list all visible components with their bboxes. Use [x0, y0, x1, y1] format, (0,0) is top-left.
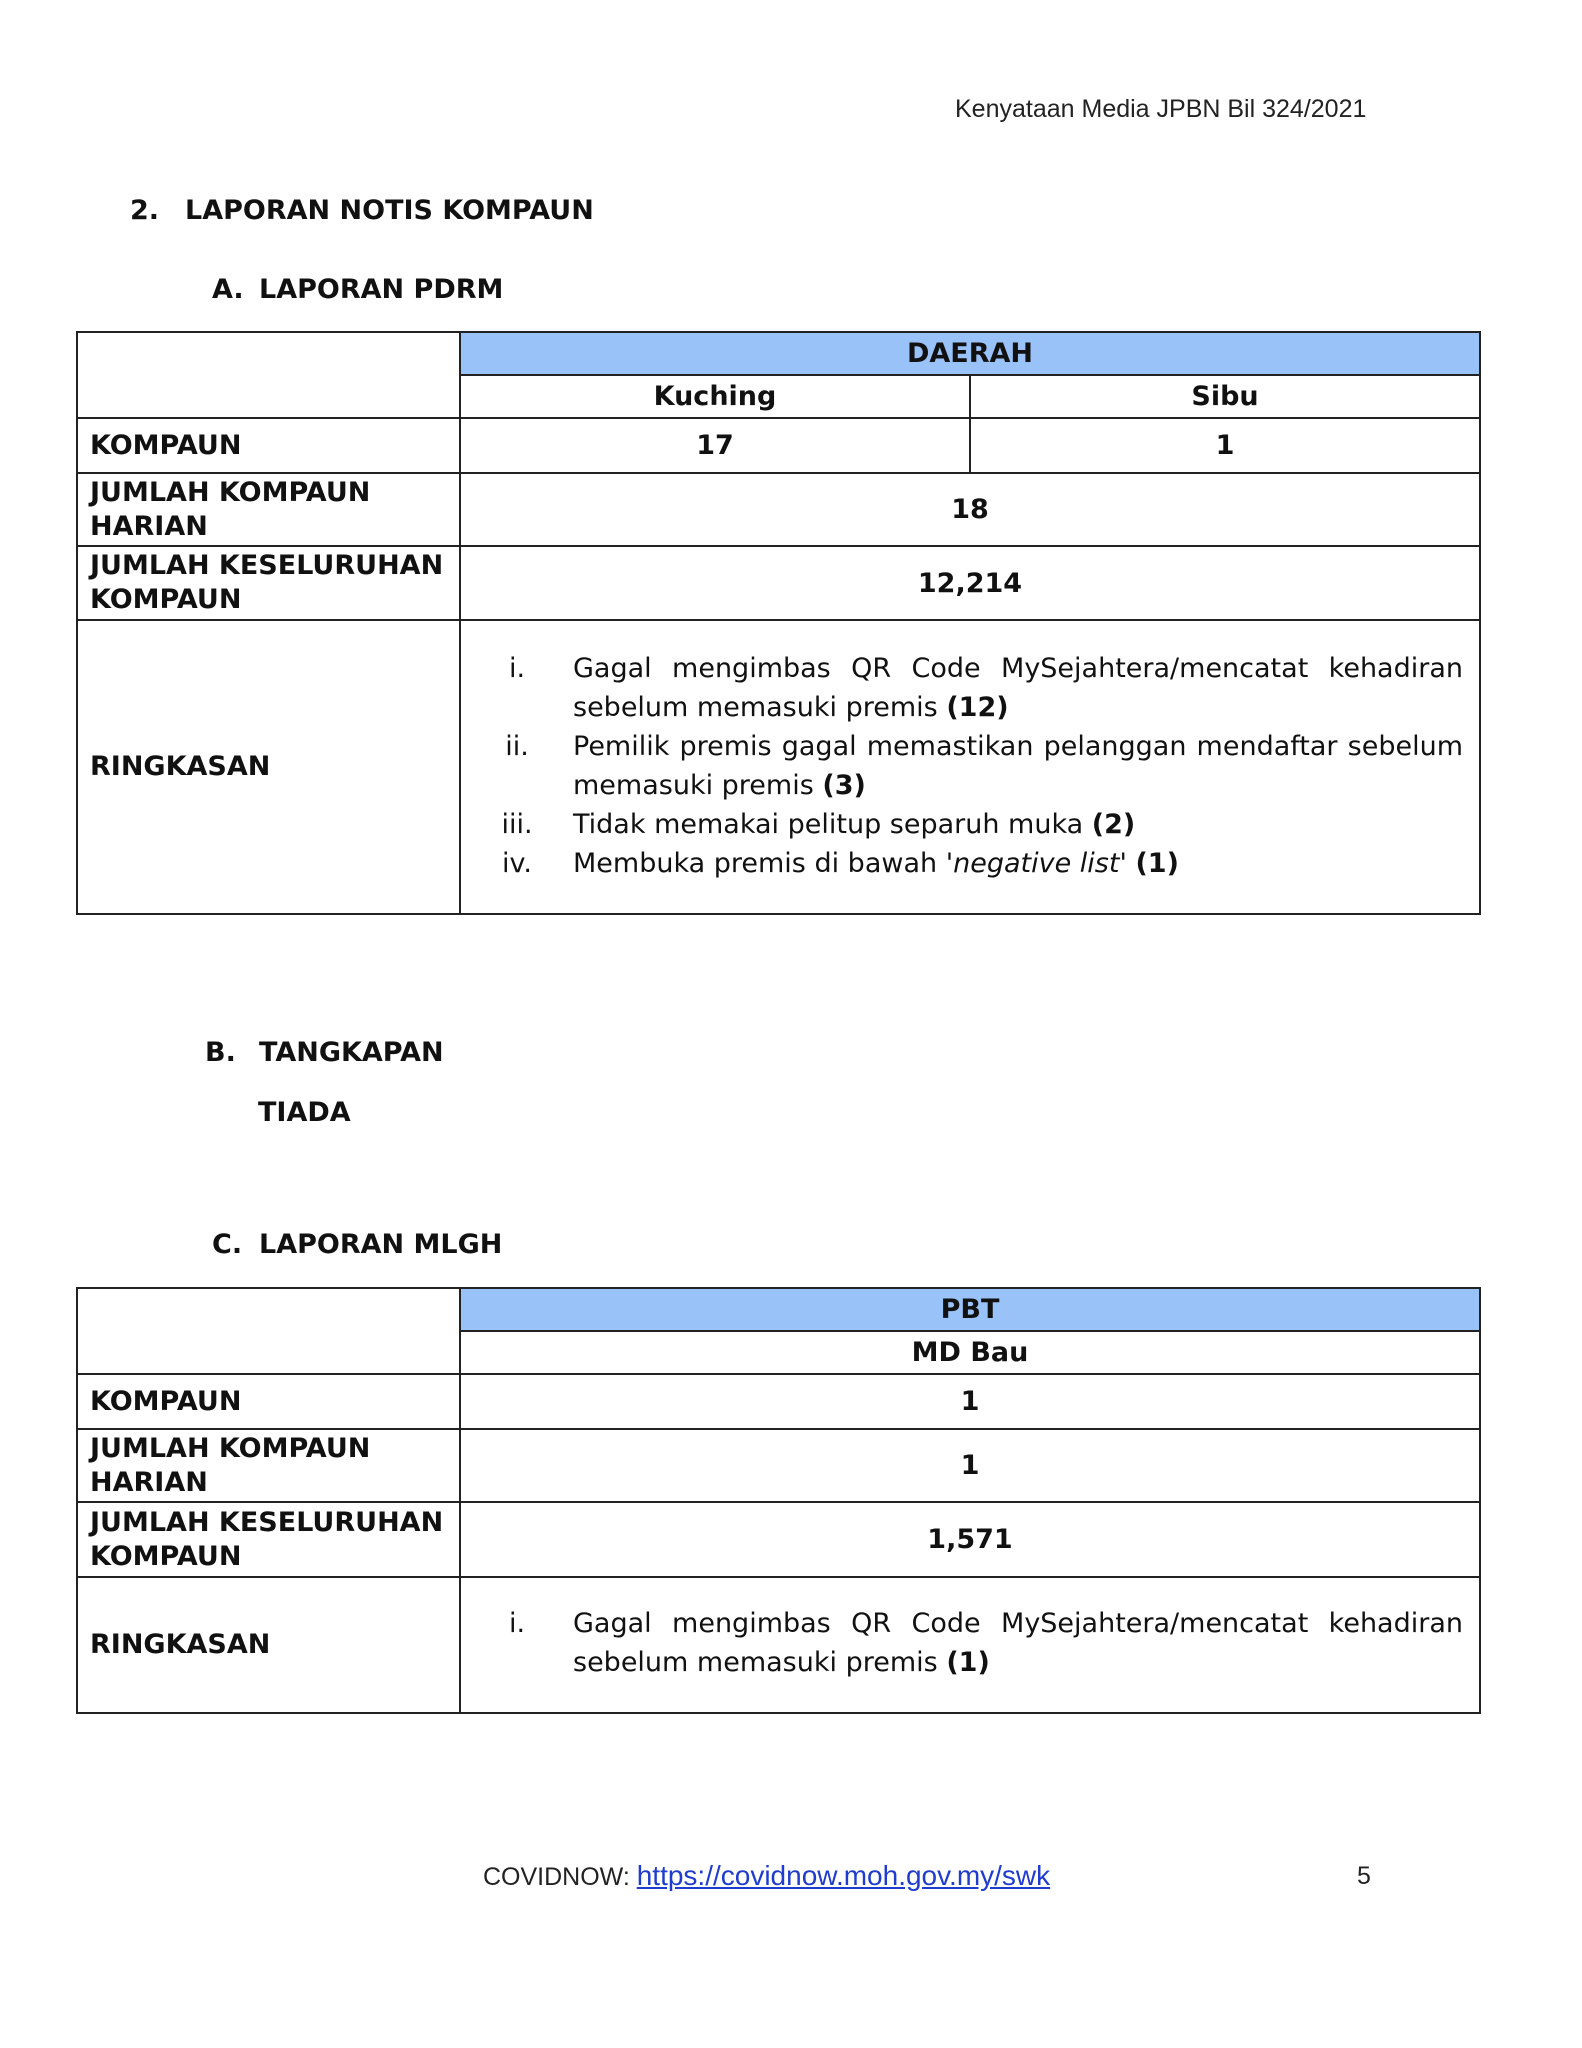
column-md-bau: MD Bau [460, 1331, 1480, 1374]
subsection-c-title: LAPORAN MLGH [259, 1229, 503, 1260]
daerah-header: DAERAH [460, 332, 1480, 375]
covidnow-link[interactable]: https://covidnow.moh.gov.my/swk [636, 1860, 1051, 1891]
jumlah-keseluruhan-value: 1,571 [460, 1502, 1480, 1577]
list-item: iii. Tidak memakai pelitup separuh muka (2) [501, 809, 1136, 840]
page-number: 5 [1357, 1862, 1371, 1890]
ringkasan-cell [460, 620, 1480, 914]
empty-corner-cell [77, 332, 460, 418]
kompaun-label: KOMPAUN [77, 1374, 460, 1429]
subsection-c-letter: C. [212, 1229, 243, 1260]
jumlah-keseluruhan-label: JUMLAH KESELURUHAN KOMPAUN [77, 1502, 460, 1577]
jumlah-keseluruhan-label: JUMLAH KESELURUHAN KOMPAUN [77, 546, 460, 620]
empty-corner-cell [77, 1288, 460, 1374]
footer [483, 1860, 1050, 1892]
subsection-b-heading [205, 1037, 444, 1068]
ringkasan-list [461, 629, 1465, 905]
jumlah-harian-value: 18 [460, 473, 1480, 546]
jumlah-harian-label: JUMLAH KOMPAUN HARIAN [77, 473, 460, 546]
list-item: i. Gagal mengimbas QR Code MySejahtera/mencatat kehadiran sebelum memasuki premis (12) [508, 653, 1463, 723]
ringkasan-list [461, 1588, 1465, 1702]
subsection-a-letter: A. [212, 274, 244, 305]
ringkasan-label: RINGKASAN [77, 620, 460, 914]
tangkapan-value: TIADA [258, 1097, 351, 1128]
subsection-b-title: TANGKAPAN [259, 1037, 444, 1068]
jumlah-keseluruhan-value: 12,214 [460, 546, 1480, 620]
jumlah-harian-label: JUMLAH KOMPAUN HARIAN [77, 1429, 460, 1502]
kompaun-kuching-value: 17 [460, 418, 970, 473]
section-heading [130, 195, 594, 226]
subsection-c-heading [212, 1229, 502, 1260]
kompaun-sibu-value: 1 [970, 418, 1480, 473]
pbt-header: PBT [460, 1288, 1480, 1331]
jumlah-harian-value: 1 [460, 1429, 1480, 1502]
document-reference: Kenyataan Media JPBN Bil 324/2021 [955, 95, 1367, 123]
subsection-a-title: LAPORAN PDRM [259, 274, 504, 305]
section-number: 2. [130, 195, 160, 226]
column-sibu: Sibu [970, 375, 1480, 418]
footer-prefix: COVIDNOW: [483, 1863, 630, 1891]
ringkasan-label: RINGKASAN [77, 1577, 460, 1713]
kompaun-label: KOMPAUN [77, 418, 460, 473]
subsection-a-heading [212, 274, 503, 305]
list-item: ii. Pemilik premis gagal memastikan pelanggan mendaftar sebelum memasuki premis (3) [505, 731, 1463, 801]
kompaun-value: 1 [460, 1374, 1480, 1429]
list-item: i. Gagal mengimbas QR Code MySejahtera/mencatat kehadiran sebelum memasuki premis (1) [508, 1608, 1463, 1678]
mlgh-table [76, 1287, 1481, 1714]
list-item: iv. Membuka premis di bawah 'negative list' (1) [502, 848, 1179, 879]
ringkasan-cell [460, 1577, 1480, 1713]
section-title: LAPORAN NOTIS KOMPAUN [185, 195, 594, 226]
column-kuching: Kuching [460, 375, 970, 418]
pdrm-table [76, 331, 1481, 915]
subsection-b-letter: B. [205, 1037, 236, 1068]
